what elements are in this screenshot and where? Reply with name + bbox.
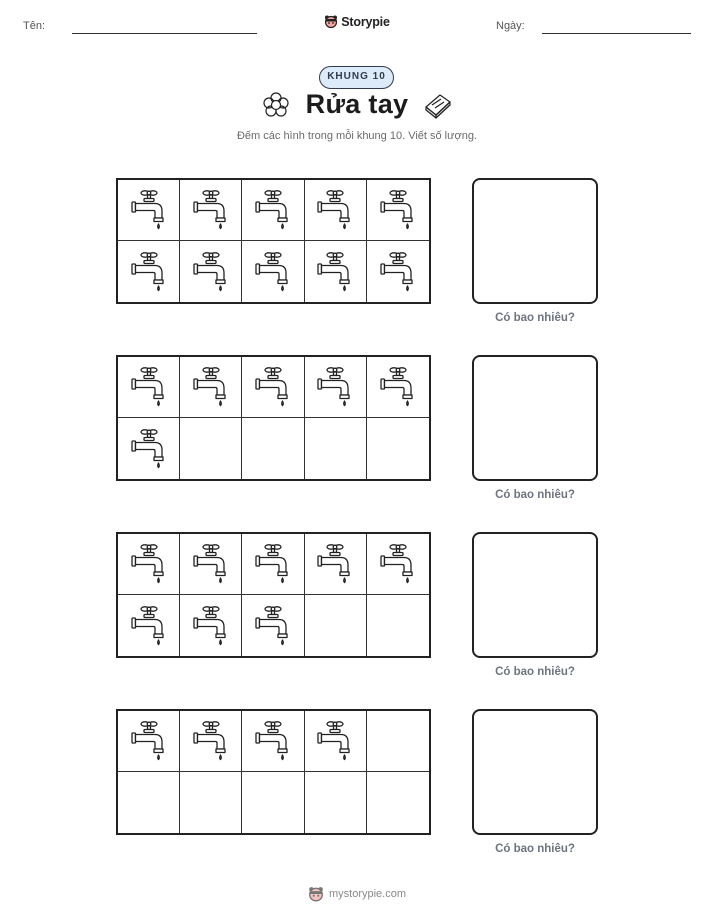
frame-cell <box>180 711 242 772</box>
frame-cell <box>367 241 429 302</box>
frame-cell <box>367 418 429 479</box>
faucet-icon <box>191 188 231 232</box>
faucet-icon <box>315 188 355 232</box>
faucet-icon <box>129 250 169 294</box>
frame-cell <box>118 241 180 302</box>
frame-cell <box>242 595 304 656</box>
frame-cell <box>242 534 304 595</box>
faucet-icon <box>378 542 418 586</box>
frame-cell <box>180 418 242 479</box>
faucet-icon <box>129 427 169 471</box>
frame-cell <box>118 180 180 241</box>
frame-cell <box>180 357 242 418</box>
footer <box>0 885 714 903</box>
faucet-icon <box>129 719 169 763</box>
faucet-icon <box>191 604 231 648</box>
ten-frame-1 <box>116 178 431 304</box>
faucet-icon <box>315 719 355 763</box>
frame-cell <box>242 418 304 479</box>
brand <box>0 14 714 29</box>
footer-url: mystorypie.com <box>328 888 407 900</box>
frame-cell <box>242 180 304 241</box>
frame-cell <box>367 534 429 595</box>
question-label-3: Có bao nhiêu? <box>495 666 575 678</box>
date-line[interactable] <box>542 33 691 34</box>
name-label: Tên: <box>23 20 46 32</box>
faucet-icon <box>378 365 418 409</box>
ten-frame-4 <box>116 709 431 835</box>
frame-cell <box>367 357 429 418</box>
answer-box-3[interactable] <box>472 532 598 658</box>
frame-cell <box>305 772 367 833</box>
frame-cell <box>305 180 367 241</box>
category-badge: KHUNG 10 <box>319 66 394 89</box>
ten-frame-2 <box>116 355 431 481</box>
storypie-logo-icon <box>308 885 324 903</box>
frame-cell <box>367 711 429 772</box>
brand-name: Storypie <box>341 14 390 29</box>
frame-cell <box>180 534 242 595</box>
title-row <box>0 89 714 120</box>
faucet-icon <box>378 188 418 232</box>
faucet-icon <box>191 719 231 763</box>
faucet-icon <box>253 250 293 294</box>
faucet-icon <box>129 604 169 648</box>
frame-cell <box>367 595 429 656</box>
frame-cell <box>118 534 180 595</box>
frame-cell <box>180 180 242 241</box>
answer-box-2[interactable] <box>472 355 598 481</box>
answer-box-4[interactable] <box>472 709 598 835</box>
instructions: Đếm các hình trong mỗi khung 10. Viết số lượng. <box>236 130 477 142</box>
faucet-icon <box>129 188 169 232</box>
frame-cell <box>305 711 367 772</box>
frame-cell <box>118 595 180 656</box>
frame-cell <box>367 180 429 241</box>
faucet-icon <box>191 542 231 586</box>
frame-cell <box>242 357 304 418</box>
faucet-icon <box>129 365 169 409</box>
question-label-2: Có bao nhiêu? <box>495 489 575 501</box>
faucet-icon <box>253 365 293 409</box>
frame-cell <box>305 418 367 479</box>
frame-cell <box>305 534 367 595</box>
frame-cell <box>367 772 429 833</box>
frame-cell <box>180 595 242 656</box>
frame-cell <box>118 357 180 418</box>
frame-cell <box>242 241 304 302</box>
frame-cell <box>118 772 180 833</box>
faucet-icon <box>253 188 293 232</box>
question-label-4: Có bao nhiêu? <box>495 843 575 855</box>
name-line[interactable] <box>72 33 257 34</box>
faucet-icon <box>129 542 169 586</box>
answer-box-1[interactable] <box>472 178 598 304</box>
frame-cell <box>305 241 367 302</box>
frame-cell <box>242 772 304 833</box>
frame-cell <box>305 595 367 656</box>
faucet-icon <box>253 719 293 763</box>
faucet-icon <box>191 250 231 294</box>
date-label: Ngày: <box>496 20 525 32</box>
frame-cell <box>305 357 367 418</box>
frame-cell <box>118 711 180 772</box>
faucet-icon <box>315 542 355 586</box>
faucet-icon <box>253 604 293 648</box>
question-label-1: Có bao nhiêu? <box>495 312 575 324</box>
frame-cell <box>118 418 180 479</box>
soap-bubbles-icon <box>261 90 291 120</box>
soap-bar-icon <box>423 90 453 120</box>
ten-frame-3 <box>116 532 431 658</box>
page-title: Rửa tay <box>305 89 409 119</box>
frame-cell <box>180 772 242 833</box>
faucet-icon <box>378 250 418 294</box>
faucet-icon <box>253 542 293 586</box>
faucet-icon <box>191 365 231 409</box>
faucet-icon <box>315 250 355 294</box>
faucet-icon <box>315 365 355 409</box>
frame-cell <box>242 711 304 772</box>
frame-cell <box>180 241 242 302</box>
storypie-logo-icon <box>324 14 338 29</box>
